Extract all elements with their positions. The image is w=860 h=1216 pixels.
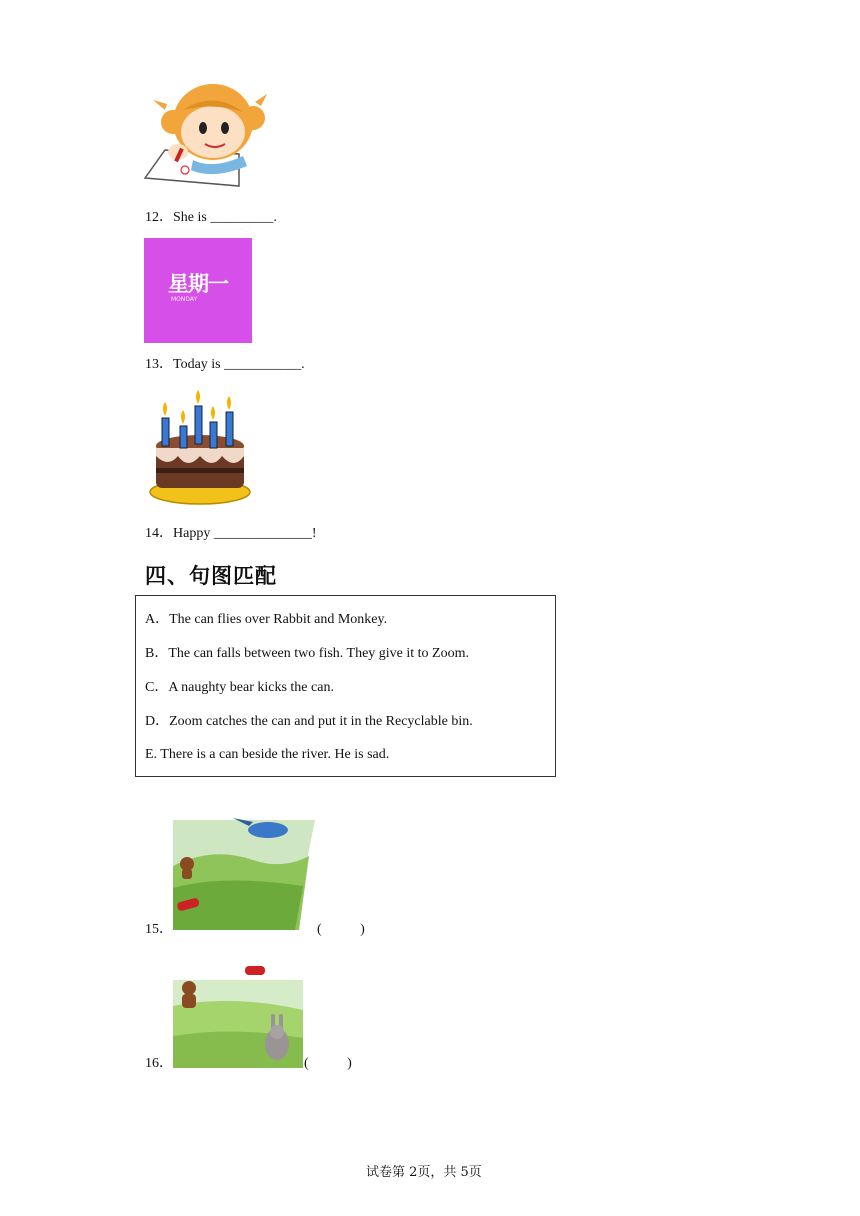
monday-image bbox=[144, 238, 252, 343]
girl-drawing-image bbox=[143, 70, 268, 190]
monday-chinese-text: 星期一 bbox=[168, 272, 228, 296]
matching-label-16: 16． bbox=[145, 1056, 173, 1071]
question-13: 13．Today is ___________. bbox=[145, 357, 305, 372]
option-c: C．A naughty bear kicks the can. bbox=[145, 680, 334, 695]
question-12: 12．She is _________. bbox=[145, 210, 277, 225]
option-a: A．The can flies over Rabbit and Monkey. bbox=[145, 612, 388, 627]
scene-image-16 bbox=[173, 966, 303, 1068]
option-b: B．The can falls between two fish. They give it to Zoom. bbox=[145, 646, 470, 661]
matching-label-15: 15． bbox=[145, 922, 173, 937]
page-footer: 试卷第 2页，共 5页 bbox=[366, 1165, 482, 1180]
answer-blank-16[interactable]: ( ) bbox=[304, 1056, 352, 1071]
monday-english-text: MONDAY bbox=[171, 296, 198, 303]
section-heading: 四、句图匹配 bbox=[145, 564, 277, 588]
options-box bbox=[135, 595, 556, 777]
option-e: E. There is a can beside the river. He is sad. bbox=[145, 747, 390, 762]
scene-image-15 bbox=[173, 816, 315, 930]
option-d: D．Zoom catches the can and put it in the Recyclable bin. bbox=[145, 714, 473, 729]
birthday-cake-image bbox=[148, 390, 252, 506]
question-14: 14．Happy ______________! bbox=[145, 526, 317, 541]
answer-blank-15[interactable]: ( ) bbox=[317, 922, 365, 937]
